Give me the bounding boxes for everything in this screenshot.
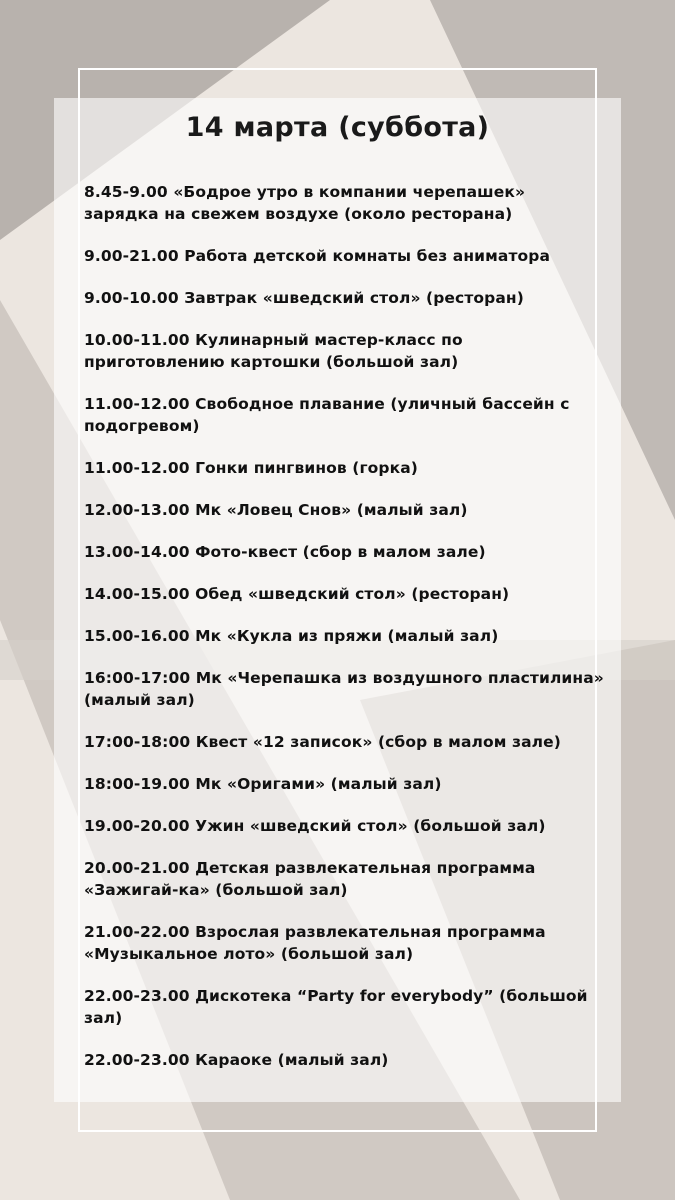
schedule-item: 17:00-18:00 Квест «12 записок» (сбор в малом зале) bbox=[84, 733, 561, 751]
schedule-item: 8.45-9.00 «Бодрое утро в компании черепашек» зарядка на свежем воздухе (около ресторана) bbox=[84, 183, 526, 223]
schedule-item: 21.00-22.00 Взрослая развлекательная программа «Музыкальное лото» (большой зал) bbox=[84, 923, 546, 963]
schedule-item: 16:00-17:00 Мк «Черепашка из воздушного пластилина» (малый зал) bbox=[84, 669, 604, 709]
schedule-item: 15.00-16.00 Мк «Кукла из пряжи (малый зал) bbox=[84, 627, 499, 645]
schedule-item: 9.00-10.00 Завтрак «шведский стол» (ресторан) bbox=[84, 289, 524, 307]
schedule-item: 19.00-20.00 Ужин «шведский стол» (большой зал) bbox=[84, 817, 546, 835]
schedule-item: 9.00-21.00 Работа детской комнаты без аниматора bbox=[84, 247, 551, 265]
schedule-item: 20.00-21.00 Детская развлекательная программа «Зажигай-ка» (большой зал) bbox=[84, 859, 536, 899]
page-title: 14 марта (суббота) bbox=[185, 112, 490, 143]
schedule-item: 10.00-11.00 Кулинарный мастер-класс по приготовлению картошки (большой зал) bbox=[84, 331, 463, 371]
schedule-item: 11.00-12.00 Гонки пингвинов (горка) bbox=[84, 459, 418, 477]
schedule-item: 14.00-15.00 Обед «шведский стол» (ресторан) bbox=[84, 585, 510, 603]
schedule-item: 11.00-12.00 Свободное плавание (уличный бассейн с подогревом) bbox=[84, 395, 570, 435]
schedule-item: 22.00-23.00 Караоке (малый зал) bbox=[84, 1051, 389, 1069]
schedule-item: 12.00-13.00 Мк «Ловец Снов» (малый зал) bbox=[84, 501, 468, 519]
schedule-item: 13.00-14.00 Фото-квест (сбор в малом зале) bbox=[84, 543, 486, 561]
schedule-list bbox=[84, 181, 604, 1091]
schedule-item: 18:00-19.00 Мк «Оригами» (малый зал) bbox=[84, 775, 442, 793]
schedule-item: 22.00-23.00 Дискотека “Party for everybody” (большой зал) bbox=[84, 987, 588, 1027]
